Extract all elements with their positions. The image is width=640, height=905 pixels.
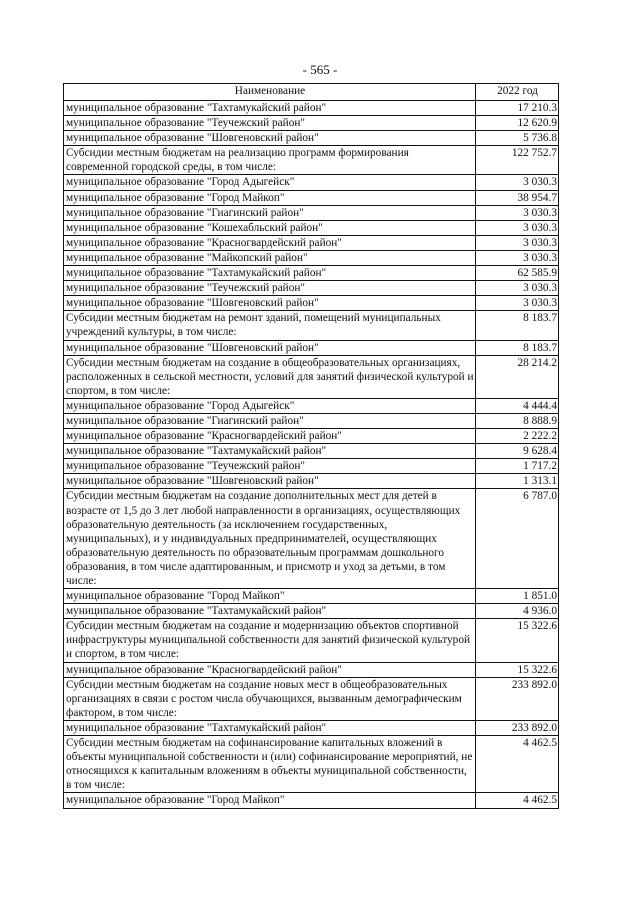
row-name: муниципальное образование "Шовгеновский район" [64,474,476,489]
row-amount: 2 222.2 [476,429,559,444]
table-row [64,311,559,340]
row-amount: 3 030.3 [476,220,559,235]
row-name: Субсидии местным бюджетам на ремонт зданий, помещений муниципальных учреждений культуры, в том числе: [64,311,476,340]
row-amount: 5 736.8 [476,131,559,146]
row-amount: 12 620.9 [476,116,559,131]
table-row [64,296,559,311]
row-name: муниципальное образование "Красногвардейский район" [64,662,476,677]
row-amount: 17 210.3 [476,101,559,116]
row-name: муниципальное образование "Тахтамукайский район" [64,444,476,459]
row-name: муниципальное образование "Теучежский район" [64,116,476,131]
row-amount: 4 462.5 [476,736,559,793]
row-amount: 3 030.3 [476,281,559,296]
row-amount: 4 444.4 [476,398,559,413]
row-name: муниципальное образование "Теучежский район" [64,459,476,474]
row-name: муниципальное образование "Шовгеновский район" [64,340,476,355]
budget-table [63,83,559,809]
row-amount: 3 030.3 [476,205,559,220]
row-amount: 4 462.5 [476,793,559,808]
table-row [64,355,559,398]
row-amount: 8 888.9 [476,413,559,428]
table-row [64,662,559,677]
header-name: Наименование [64,84,476,101]
row-name: муниципальное образование "Город Майкоп" [64,589,476,604]
table-row [64,146,559,175]
table-row [64,220,559,235]
row-amount: 62 585.9 [476,266,559,281]
table-row [64,116,559,131]
row-name: Субсидии местным бюджетам на создание новых мест в общеобразовательных организациях в связи с ростом числа обучающихся, вызванным демографическим фактором, в том числе: [64,677,476,720]
row-amount: 6 787.0 [476,489,559,589]
table-row [64,444,559,459]
row-amount: 3 030.3 [476,175,559,190]
table-row [64,474,559,489]
table-header-row [64,84,559,101]
row-name: муниципальное образование "Гиагинский район" [64,413,476,428]
row-amount: 9 628.4 [476,444,559,459]
header-year: 2022 год [476,84,559,101]
row-name: муниципальное образование "Город Адыгейск" [64,175,476,190]
row-amount: 122 752.7 [476,146,559,175]
row-amount: 233 892.0 [476,720,559,735]
row-name: муниципальное образование "Тахтамукайский район" [64,604,476,619]
row-amount: 15 322.6 [476,619,559,662]
table-row [64,736,559,793]
table-row [64,429,559,444]
table-row [64,793,559,808]
table-row [64,281,559,296]
row-name: муниципальное образование "Кошехабльский район" [64,220,476,235]
row-name: Субсидии местным бюджетам на реализацию программ формирования современной городской среды, в том числе: [64,146,476,175]
table-row [64,205,559,220]
row-name: Субсидии местным бюджетам на софинансирование капитальных вложений в объекты муниципальной собственности и (или) софинансирование мероприятий, не относящихся к капитальным вложениям в объекты муниципальной собственности, в том числе: [64,736,476,793]
row-name: Субсидии местным бюджетам на создание и модернизацию объектов спортивной инфраструктуры муниципальной собственности для занятий физической культурой и спортом, в том числе: [64,619,476,662]
row-amount: 3 030.3 [476,235,559,250]
table-row [64,677,559,720]
table-body [64,101,559,809]
table-row [64,131,559,146]
row-name: муниципальное образование "Город Майкоп" [64,793,476,808]
table-row [64,398,559,413]
table-row [64,413,559,428]
row-name: муниципальное образование "Шовгеновский район" [64,131,476,146]
row-amount: 4 936.0 [476,604,559,619]
row-amount: 8 183.7 [476,311,559,340]
row-amount: 1 717.2 [476,459,559,474]
table-row [64,101,559,116]
row-name: муниципальное образование "Город Майкоп" [64,190,476,205]
table-row [64,619,559,662]
row-name: Субсидии местным бюджетам на создание в общеобразовательных организациях, расположенных в сельской местности, условий для занятий физической культурой и спортом, в том числе: [64,355,476,398]
row-name: муниципальное образование "Красногвардейский район" [64,429,476,444]
page-number: - 565 - [302,62,338,77]
row-name: муниципальное образование "Теучежский район" [64,281,476,296]
row-name: муниципальное образование "Тахтамукайский район" [64,720,476,735]
table-row [64,266,559,281]
table-row [64,589,559,604]
table-row [64,235,559,250]
table-row [64,190,559,205]
row-name: муниципальное образование "Город Адыгейск" [64,398,476,413]
row-name: муниципальное образование "Красногвардейский район" [64,235,476,250]
row-amount: 38 954.7 [476,190,559,205]
row-name: Субсидии местным бюджетам на создание дополнительных мест для детей в возрасте от 1,5 до 3 лет любой направленности в организациях, осуществляющих образовательную деятельность (за исключением государственных, муниципальных), и у индивидуальных предпринимателей, осуществляющих образовательную деятельность по образовательным программам дошкольного образования, в том числе адаптированным, и присмотр и уход за детьми, в том числе: [64,489,476,589]
row-amount: 233 892.0 [476,677,559,720]
table-row [64,720,559,735]
row-name: муниципальное образование "Майкопский район" [64,250,476,265]
row-amount: 15 322.6 [476,662,559,677]
row-amount: 28 214.2 [476,355,559,398]
row-name: муниципальное образование "Гиагинский район" [64,205,476,220]
table-row [64,250,559,265]
table-row [64,489,559,589]
table-row [64,459,559,474]
row-name: муниципальное образование "Тахтамукайский район" [64,101,476,116]
row-amount: 3 030.3 [476,296,559,311]
table-row [64,604,559,619]
row-amount: 3 030.3 [476,250,559,265]
row-amount: 8 183.7 [476,340,559,355]
row-name: муниципальное образование "Тахтамукайский район" [64,266,476,281]
table-row [64,340,559,355]
row-amount: 1 851.0 [476,589,559,604]
table-row [64,175,559,190]
row-name: муниципальное образование "Шовгеновский район" [64,296,476,311]
row-amount: 1 313.1 [476,474,559,489]
